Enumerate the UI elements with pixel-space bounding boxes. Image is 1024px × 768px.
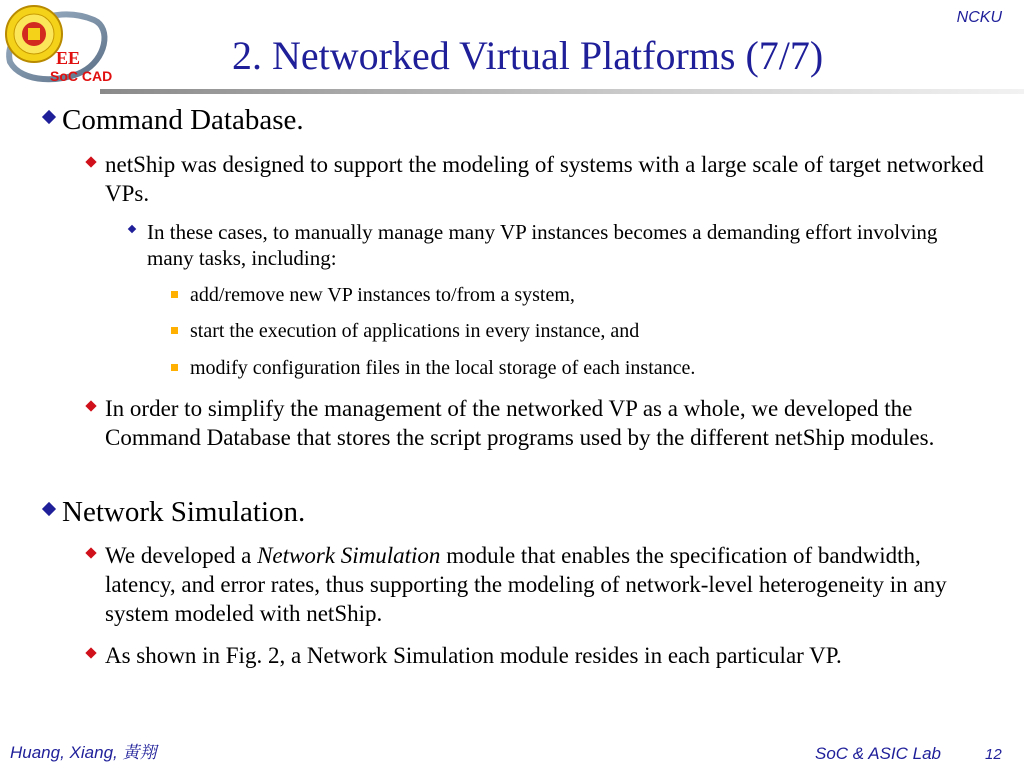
task-item	[190, 355, 695, 381]
task-item	[190, 318, 639, 344]
diamond-bullet-icon	[85, 400, 96, 411]
diamond-bullet-icon	[85, 547, 96, 558]
bullet-text-rest: module that enables the specification of bandwidth, latency, and error rates, thus supporting the modeling of network-level heterogeneity in any system modeled with netShip.	[105, 543, 947, 626]
square-bullet-icon	[171, 291, 178, 298]
diamond-bullet-icon	[85, 647, 96, 658]
footer-author: Huang, Xiang, 黃翔	[10, 743, 157, 762]
title-divider	[100, 89, 1024, 94]
soc-cad-logo	[2, 2, 114, 90]
institution-label: NCKU	[956, 9, 1002, 26]
bullet-command-database-purpose	[105, 394, 996, 452]
bullet-text	[105, 541, 996, 628]
square-bullet-icon	[171, 327, 178, 334]
bullet-text: In these cases, to manually manage many VP instances becomes a demanding effort involving many tasks, including:	[147, 220, 938, 270]
bullet-text: modify configuration files in the local storage of each instance.	[190, 357, 696, 379]
bullet-network-simulation	[62, 496, 305, 528]
footer-lab: SoC & ASIC Lab	[815, 744, 941, 763]
diamond-bullet-icon	[42, 110, 56, 124]
module-name-emphasis: Network Simulation	[257, 543, 441, 568]
diamond-bullet-icon	[128, 225, 136, 233]
bullet-text: In order to simplify the management of the networked VP as a whole, we developed the Command Database that stores the script programs used by the different netShip modules.	[105, 396, 935, 450]
diamond-bullet-icon	[42, 502, 56, 516]
diamond-bullet-icon	[85, 156, 96, 167]
bullet-text: add/remove new VP instances to/from a system,	[190, 284, 575, 306]
bullet-text: As shown in Fig. 2, a Network Simulation module resides in each particular VP.	[105, 643, 842, 668]
square-bullet-icon	[171, 364, 178, 371]
bullet-text: netShip was designed to support the modeling of systems with a large scale of target networked VPs.	[105, 152, 984, 206]
bullet-network-simulation-module	[105, 541, 996, 628]
bullet-manage-instances	[147, 219, 964, 271]
bullet-text-lead: We developed a	[105, 543, 258, 568]
section-heading: Command Database.	[62, 104, 304, 136]
bullet-command-database	[62, 104, 304, 136]
logo-caption: SoC CAD	[50, 68, 113, 84]
slide-title: 2. Networked Virtual Platforms (7/7)	[232, 33, 824, 78]
bullet-netship-scale	[105, 150, 996, 208]
bullet-text: start the execution of applications in every instance, and	[190, 320, 640, 342]
svg-text:EE: EE	[55, 48, 81, 68]
bullet-fig2-reference	[105, 641, 996, 670]
section-heading: Network Simulation.	[62, 496, 306, 528]
page-number: 12	[985, 746, 1002, 763]
task-item	[190, 282, 575, 308]
